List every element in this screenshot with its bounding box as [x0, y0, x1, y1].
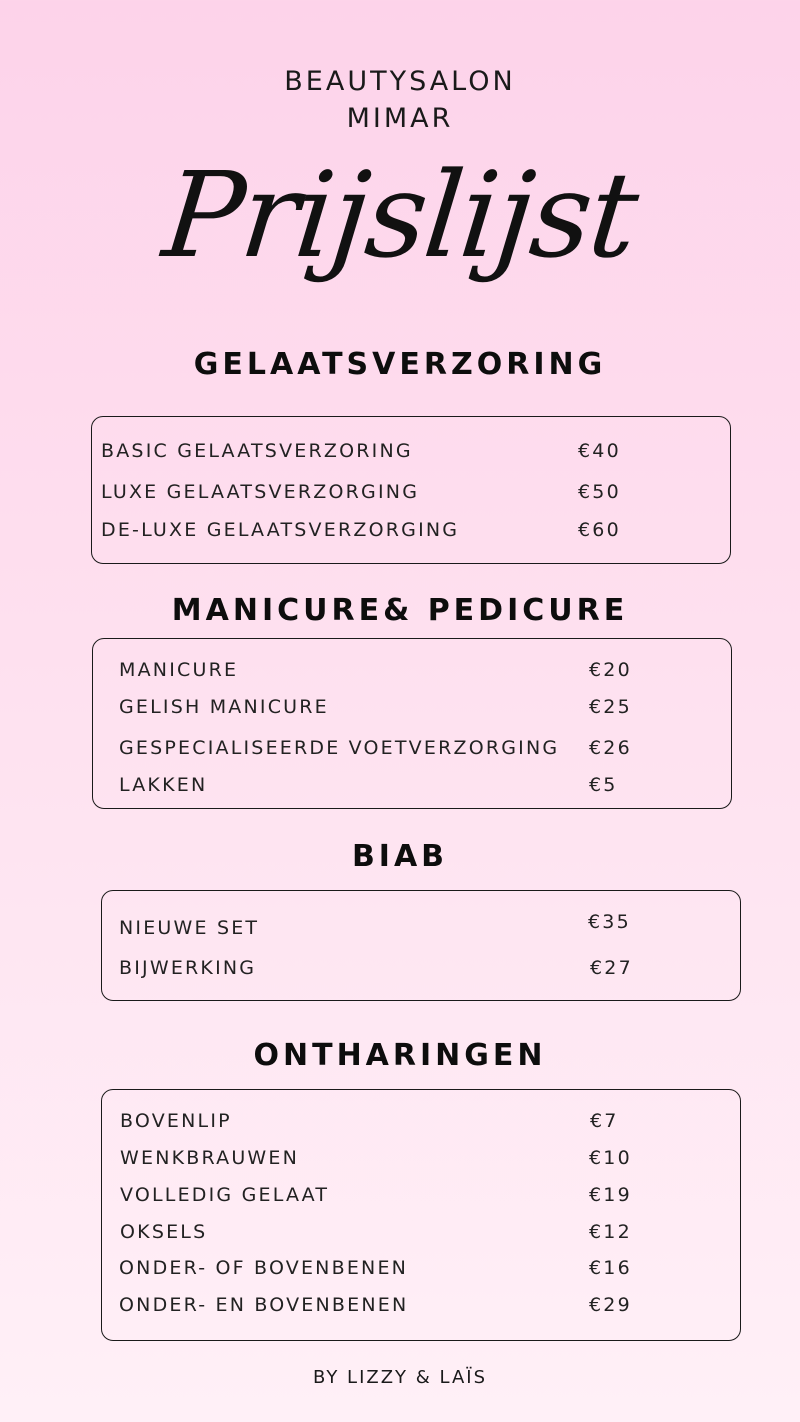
price-item-price: €7: [590, 1110, 619, 1132]
section-heading-biab: BIAB: [351, 839, 449, 874]
price-item-label: OKSELS: [120, 1221, 208, 1243]
price-item-label: VOLLEDIG GELAAT: [120, 1184, 330, 1206]
price-item-label: DE-LUXE GELAATSVERZORGING: [101, 519, 460, 541]
price-item-price: €19: [589, 1184, 632, 1206]
price-item-price: €5: [589, 774, 618, 796]
price-item-label: BIJWERKING: [119, 957, 257, 979]
price-item-price: €29: [589, 1294, 632, 1316]
price-item-label: ONDER- OF BOVENBENEN: [119, 1257, 409, 1279]
footer-credit: BY LIZZY & LAÏS: [312, 1367, 488, 1388]
price-item-price: €10: [589, 1147, 632, 1169]
price-item-price: €40: [578, 440, 621, 462]
price-item-label: LUXE GELAATSVERZORGING: [101, 481, 420, 503]
price-item-price: €25: [589, 696, 632, 718]
section-heading-ontharingen: ONTHARINGEN: [253, 1038, 547, 1073]
section-heading-manicure-pedicure: MANICURE& PEDICURE: [171, 593, 629, 628]
price-item-label: ONDER- EN BOVENBENEN: [119, 1294, 409, 1316]
price-box-biab: [101, 890, 741, 1001]
price-item-label: BOVENLIP: [120, 1110, 232, 1132]
price-item-price: €50: [578, 481, 621, 503]
price-item-price: €27: [590, 957, 633, 979]
price-item-price: €12: [589, 1221, 632, 1243]
price-item-price: €26: [589, 737, 632, 759]
brand-name-line1: BEAUTYSALON: [284, 66, 516, 97]
section-heading-gelaatsverzorging: GELAATSVERZORING: [193, 347, 607, 382]
price-item-price: €35: [588, 911, 631, 933]
price-item-price: €16: [589, 1257, 632, 1279]
brand-name-line2: MIMAR: [346, 103, 454, 134]
price-item-price: €60: [578, 519, 621, 541]
price-item-label: WENKBRAUWEN: [120, 1147, 300, 1169]
price-item-price: €20: [589, 659, 632, 681]
price-item-label: GESPECIALISEERDE VOETVERZORGING: [119, 737, 560, 759]
price-item-label: MANICURE: [119, 659, 239, 681]
price-item-label: NIEUWE SET: [119, 917, 260, 939]
price-item-label: GELISH MANICURE: [119, 696, 329, 718]
price-item-label: LAKKEN: [119, 774, 208, 796]
page-title: Prijslijst: [157, 146, 643, 284]
price-item-label: BASIC GELAATSVERZORING: [101, 440, 413, 462]
